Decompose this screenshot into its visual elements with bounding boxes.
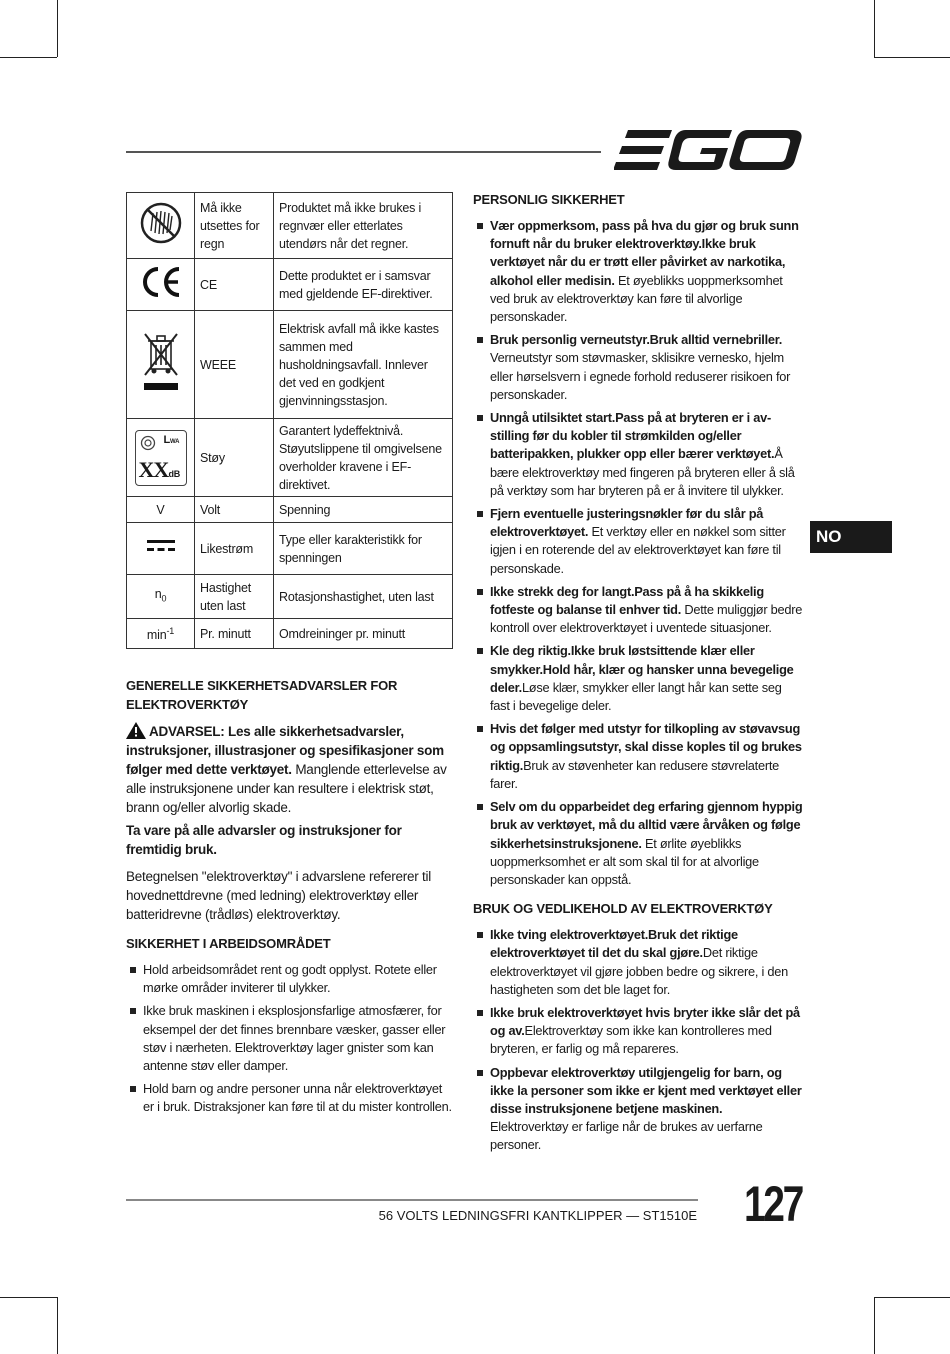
list-item: Ikke bruk maskinen i eksplosjonsfarlige atmosfærer, for eksempel der det finnes brennbare væsker, gasser eller støv i nærheten. Elektroverktøy lager gnister som kan antenne støv eller damper. [126, 1002, 453, 1075]
list-item: Fjern eventuelle justeringsnøkler før du slår på elektroverktøyet. Et verktøy eller en nøkkel som sitter igjen i en roterende del av elektroverktøyet kan føre til personskade. [473, 505, 803, 578]
symbol-name: Pr. minutt [195, 619, 274, 649]
list-item: Oppbevar elektroverktøy utilgjengelig for barn, og ikke la personer som ikke er kjent med verktøyet eller disse instruksjonene betjene maskinen. Elektroverktøy er farlige når de brukes av uerfarne personer. [473, 1064, 803, 1155]
crop-mark [874, 1297, 875, 1354]
symbol-table [126, 192, 453, 649]
noise-icon-value: XX [138, 456, 169, 482]
list-item: Unngå utilsiktet start.Pass på at bryteren er i av-stilling før du kobler til strømkilden og/eller batteripakken, plukker opp eller bærer verktøyet.Å bære elektroverktøy med fingeren på bryteren eller å slå på verktøy som har bryteren på er å invitere til ulykker. [473, 409, 803, 500]
symbol-name: WEEE [195, 311, 274, 419]
symbol-desc: Type eller karakteristikk for spenningen [274, 523, 453, 575]
symbol-desc: Produktet må ikke brukes i regnvær eller etterlates utendørs når det regner. [274, 193, 453, 259]
warning-label: ADVARSEL: [149, 724, 225, 739]
list-item: Hold barn og andre personer unna når elektroverktøyet er i bruk. Distraksjoner kan føre til at du mister kontrollen. [126, 1080, 453, 1116]
weee-bin-icon [141, 331, 181, 393]
list-item: Ikke strekk deg for langt.Pass på å ha skikkelig fotfeste og balanse til enhver tid. Dette muliggjør bedre kontroll over elektroverktøyet i uventede situasjoner. [473, 583, 803, 638]
footer-text: 56 VOLTS LEDNINGSFRI KANTKLIPPER — ST1510E [378, 1208, 697, 1223]
table-row [127, 619, 453, 649]
list-item: Hold arbeidsområdet rent og godt opplyst. Rotete eller mørke områder inviterer til ulykker. [126, 961, 453, 997]
table-row [127, 575, 453, 619]
warning-paragraph [126, 722, 453, 817]
symbol-desc: Dette produktet er i samsvar med gjeldende EF-direktiver. [274, 259, 453, 311]
ce-mark-icon [139, 266, 183, 298]
maintenance-list [473, 926, 803, 1154]
noise-icon-wa: WA [170, 438, 180, 445]
keep-instructions: Ta vare på alle advarsler og instruksjoner for fremtidig bruk. [126, 823, 402, 857]
table-row [127, 523, 453, 575]
table-row [127, 497, 453, 523]
symbol-desc: Omdreininger pr. minutt [274, 619, 453, 649]
right-column [473, 190, 803, 1160]
crop-mark [57, 0, 58, 57]
noise-level-icon [135, 430, 187, 486]
symbol-desc: Garantert lydeffektnivå. Støyutslippene til omgivelsene overholder kravene i EF-direktivet. [274, 419, 453, 497]
symbol-glyph: V [127, 497, 195, 523]
crop-mark [0, 1297, 57, 1298]
no-rain-icon [139, 201, 183, 245]
crop-mark [0, 57, 57, 58]
list-item: Ikke bruk elektroverktøyet hvis bryter ikke slår det på og av.Elektroverktøy som ikke kan kontrolleres med bryteren, er farlig og må repareres. [473, 1004, 803, 1059]
list-item: Hvis det følger med utstyr for tilkopling av støvavsug og oppsamlingsutstyr, skal disse koples til og brukes riktig.Bruk av støvenheter kan redusere støvrelaterte farer. [473, 720, 803, 793]
warning-bold: Les alle sikkerhetsadvarsler, instruksjoner, illustrasjoner og spesifikasjoner som følger med dette verktøyet. [126, 724, 444, 777]
warning-text: Manglende etterlevelse av alle instruksjonene under kan resultere i elektrisk støt, brann og/eller alvorlig skade. [126, 762, 447, 815]
crop-mark [874, 57, 950, 58]
maintenance-heading: BRUK OG VEDLIKEHOLD AV ELEKTROVERKTØY [473, 901, 773, 917]
table-row [127, 193, 453, 259]
list-item: Kle deg riktig.Ikke bruk løstsittende klær eller smykker.Hold hår, klær og hansker unna bevegelige deler.Løse klær, smykker eller langt hår kan sette seg fast i bevegelige deler. [473, 642, 803, 715]
symbol-name: Hastighet uten last [195, 575, 274, 619]
table-row [127, 419, 453, 497]
symbol-name: Volt [195, 497, 274, 523]
symbol-name: Må ikke utsettes for regn [195, 193, 274, 259]
symbol-desc: Rotasjonshastighet, uten last [274, 575, 453, 619]
noise-emitter-icon [140, 435, 156, 451]
personal-list [473, 217, 803, 889]
ego-logo [614, 128, 804, 172]
list-item: Vær oppmerksom, pass på hva du gjør og bruk sunn fornuft når du bruker elektroverktøy.Ikke bruk verktøyet når du er trøtt eller påvirket av narkotika, alkohol eller medisin. Et øyeblikks uoppmerksomhet ved bruk av elektroverktøy kan føre til alvorlige personskader. [473, 217, 803, 326]
term-paragraph: Betegnelsen "elektroverktøy" i advarslene refererer til hovednettdrevne (med ledning) elektroverktøy eller batteridrevne (trådløs) elektroverktøy. [126, 869, 431, 922]
symbol-glyph: $n_0$ [127, 575, 195, 619]
crop-mark [57, 1297, 58, 1354]
left-column [126, 676, 453, 1122]
symbol-desc: Elektrisk avfall må ikke kastes sammen med husholdningsavfall. Innlever det ved en godkjent gjenvinningsstasjon. [274, 311, 453, 419]
direct-current-icon [147, 539, 175, 553]
language-tab: NO [810, 521, 892, 553]
noise-icon-unit: dB [168, 468, 181, 479]
list-item: Ikke tving elektroverktøyet.Bruk det riktige elektroverktøyet til det du skal gjøre.Det riktige elektroverktøyet vil gjøre jobben bedre og sikrere, i den hastigheten som det ble laget for. [473, 926, 803, 999]
symbol-name: CE [195, 259, 274, 311]
warning-icon [126, 722, 146, 739]
personal-heading: PERSONLIG SIKKERHET [473, 192, 625, 207]
table-row [127, 311, 453, 419]
symbol-glyph: $\min^{-1}$ [127, 619, 195, 649]
crop-mark [874, 0, 875, 57]
noise-icon-l: L [163, 433, 171, 446]
work-list [126, 961, 453, 1117]
header-rule [126, 151, 601, 153]
work-heading: SIKKERHET I ARBEIDSOMRÅDET [126, 936, 331, 951]
footer-rule [126, 1199, 698, 1201]
symbol-name: Likestrøm [195, 523, 274, 575]
general-heading: GENERELLE SIKKERHETSADVARSLER FOR ELEKTROVERKTØY [126, 678, 398, 712]
crop-mark [874, 1297, 950, 1298]
page-number: 127 [743, 1176, 802, 1232]
table-row [127, 259, 453, 311]
symbol-name: Støy [195, 419, 274, 497]
list-item: Bruk personlig verneutstyr.Bruk alltid vernebriller. Verneutstyr som støvmasker, sklisikre vernesko, hjelm eller hørselsvern i egnede forhold reduserer risikoen for personskader. [473, 331, 803, 404]
list-item: Selv om du opparbeidet deg erfaring gjennom hyppig bruk av verktøyet, må du alltid være årvåken og følge sikkerhetsinstruksjonene. Et ørlite øyeblikks uoppmerksomhet er alt som skal til for at alvorlige personskader kan oppstå. [473, 798, 803, 889]
symbol-desc: Spenning [274, 497, 453, 523]
